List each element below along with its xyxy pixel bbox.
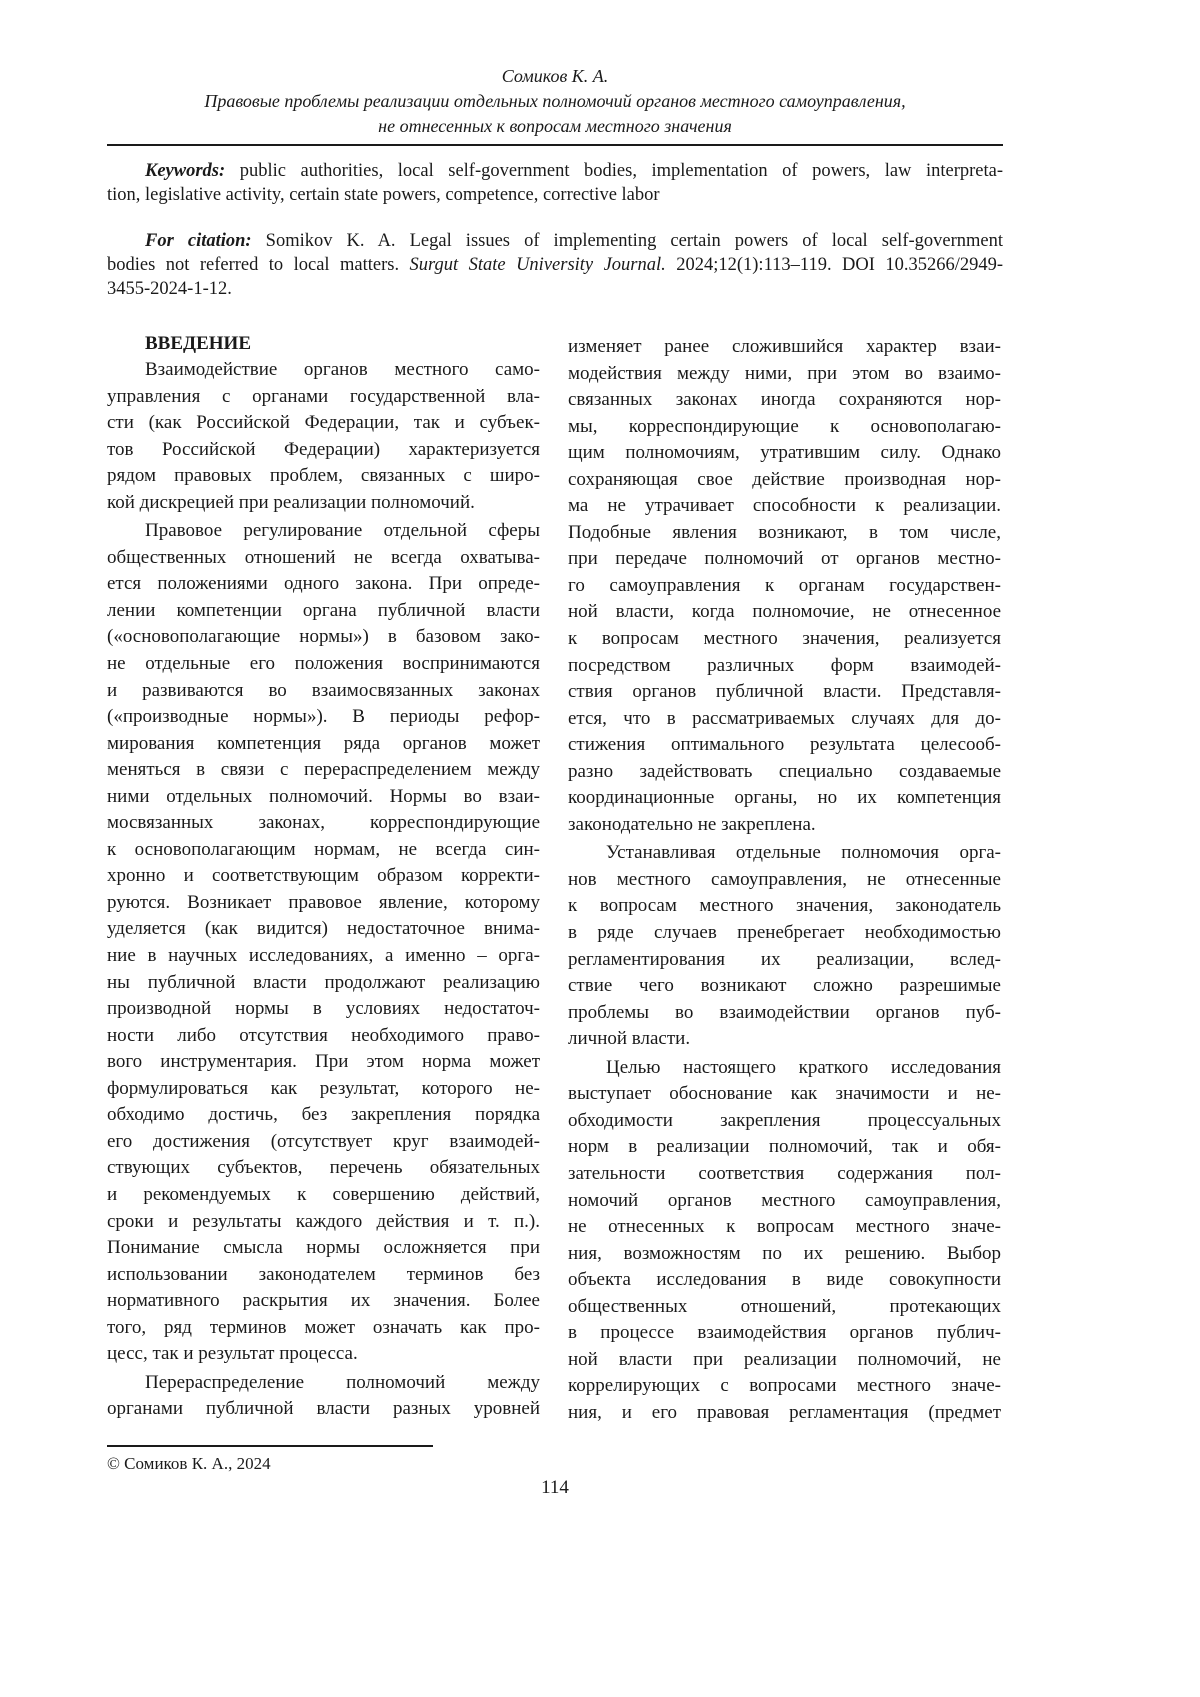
citation-line-3: 3455-2024-1-12. bbox=[107, 277, 1003, 301]
keywords-text-1: public authorities, local self-government bodies, implementation of powers, law interpreta- bbox=[240, 161, 1003, 181]
text-line: законодательно не закреплена. bbox=[568, 812, 1001, 839]
section-heading: ВВЕДЕНИЕ bbox=[107, 333, 540, 355]
text-line: меняться в связи с перераспределением между bbox=[107, 757, 540, 784]
text-line: регламентирования их реализации, вслед- bbox=[568, 947, 1001, 974]
text-line: руются. Возникает правовое явление, которому bbox=[107, 890, 540, 917]
text-line: органами публичной власти разных уровней bbox=[107, 1396, 540, 1423]
citation-line-1 bbox=[107, 229, 1003, 253]
text-line: ется, что в рассматриваемых случаях для до- bbox=[568, 706, 1001, 733]
text-line: обходимо достичь, без закрепления порядка bbox=[107, 1102, 540, 1129]
text-line: ние в научных исследованиях, а именно – орга- bbox=[107, 943, 540, 970]
text-line: сти (как Российской Федерации, так и субъек- bbox=[107, 410, 540, 437]
text-line: ны публичной власти продолжают реализацию bbox=[107, 970, 540, 997]
text-line: и рекомендуемых к совершению действий, bbox=[107, 1182, 540, 1209]
text-line: вого инструментария. При этом норма может bbox=[107, 1049, 540, 1076]
citation bbox=[107, 229, 1003, 301]
text-line: ной власти, когда полномочие, не отнесенное bbox=[568, 599, 1001, 626]
text-line: разно задействовать специально создаваемые bbox=[568, 759, 1001, 786]
text-line: коррелирующих с вопросами местного значе- bbox=[568, 1373, 1001, 1400]
text-line: посредством различных форм взаимодей- bbox=[568, 653, 1001, 680]
text-line: тов Российской Федерации) характеризуется bbox=[107, 437, 540, 464]
copyright-footnote: © Сомиков К. А., 2024 bbox=[107, 1454, 271, 1474]
text-line: ма не утрачивает способности к реализации. bbox=[568, 493, 1001, 520]
text-line: выступает обоснование как значимости и не- bbox=[568, 1081, 1001, 1108]
header-rule bbox=[107, 144, 1003, 146]
text-line: производной нормы в условиях недостаточ- bbox=[107, 996, 540, 1023]
right-column bbox=[568, 334, 1001, 1428]
paragraph bbox=[568, 840, 1001, 1052]
text-line: формулироваться как результат, которого не- bbox=[107, 1076, 540, 1103]
text-line: («производные нормы»). В периоды рефор- bbox=[107, 704, 540, 731]
text-line: мосвязанных законах, корреспондирующие bbox=[107, 810, 540, 837]
left-column bbox=[107, 333, 540, 1425]
text-line: модействия между ними, при этом во взаимо- bbox=[568, 361, 1001, 388]
paragraph bbox=[107, 357, 540, 516]
text-line: номочий органов местного самоуправления, bbox=[568, 1188, 1001, 1215]
citation-journal: Surgut State University Journal. bbox=[410, 255, 666, 275]
text-line: нов местного самоуправления, не отнесенные bbox=[568, 867, 1001, 894]
text-line: ности либо отсутствия необходимого право- bbox=[107, 1023, 540, 1050]
text-line: зательности соответствия содержания пол- bbox=[568, 1161, 1001, 1188]
text-line: ствия органов публичной власти. Представля- bbox=[568, 679, 1001, 706]
text-line: координационные органы, но их компетенция bbox=[568, 785, 1001, 812]
text-line: уделяется (как видится) недостаточное внима- bbox=[107, 916, 540, 943]
page-number: 114 bbox=[0, 1477, 1110, 1499]
text-line: щим полномочиям, утратившим силу. Однако bbox=[568, 440, 1001, 467]
text-line: и развиваются во взаимосвязанных законах bbox=[107, 678, 540, 705]
text-line: общественных отношений не всегда охватыва- bbox=[107, 545, 540, 572]
keywords-line-1 bbox=[107, 159, 1003, 183]
text-line: в процессе взаимодействия органов публич- bbox=[568, 1320, 1001, 1347]
text-line: ется положениями одного закона. При опреде- bbox=[107, 571, 540, 598]
citation-text-1: Somikov K. A. Legal issues of implementing certain powers of local self-government bbox=[266, 231, 1003, 251]
text-line: связанных законах иногда сохраняются нор- bbox=[568, 387, 1001, 414]
text-line: ния, и его правовая регламентация (предмет bbox=[568, 1400, 1001, 1427]
text-line: («основополагающие нормы») в базовом зако- bbox=[107, 624, 540, 651]
text-line: сроки и результаты каждого действия и т. п.). bbox=[107, 1209, 540, 1236]
text-line: ствующих субъектов, перечень обязательных bbox=[107, 1155, 540, 1182]
text-line: рядом правовых проблем, связанных с широ- bbox=[107, 463, 540, 490]
footnote-rule bbox=[107, 1445, 433, 1447]
text-line: цесс, так и результат процесса. bbox=[107, 1341, 540, 1368]
text-line: Взаимодействие органов местного само- bbox=[107, 357, 540, 384]
text-line: Перераспределение полномочий между bbox=[107, 1370, 540, 1397]
text-line: мы, корреспондирующие к основополагаю- bbox=[568, 414, 1001, 441]
citation-text-2a: bodies not referred to local matters. bbox=[107, 255, 399, 275]
text-line: нормативного раскрытия их значения. Более bbox=[107, 1288, 540, 1315]
running-header-title-line-2: не отнесенных к вопросам местного значения bbox=[107, 114, 1003, 139]
text-line: Целью настоящего краткого исследования bbox=[568, 1055, 1001, 1082]
text-line: ствие чего возникают сложно разрешимые bbox=[568, 973, 1001, 1000]
citation-label: For citation: bbox=[145, 231, 252, 251]
text-line: обходимости закрепления процессуальных bbox=[568, 1108, 1001, 1135]
keywords-line-2: tion, legislative activity, certain state powers, competence, corrective labor bbox=[107, 183, 1003, 207]
text-line: личной власти. bbox=[568, 1026, 1001, 1053]
citation-text-2b: 2024;12(1):113–119. DOI 10.35266/2949- bbox=[676, 255, 1003, 275]
text-line: лении компетенции органа публичной власти bbox=[107, 598, 540, 625]
text-line: Устанавливая отдельные полномочия орга- bbox=[568, 840, 1001, 867]
text-line: проблемы во взаимодействии органов пуб- bbox=[568, 1000, 1001, 1027]
text-line: кой дискрецией при реализации полномочий. bbox=[107, 490, 540, 517]
paragraph bbox=[107, 518, 540, 1368]
paragraph bbox=[107, 1370, 540, 1423]
text-line: Подобные явления возникают, в том числе, bbox=[568, 520, 1001, 547]
text-line: к основополагающим нормам, не всегда син- bbox=[107, 837, 540, 864]
text-line: управления с органами государственной вла- bbox=[107, 384, 540, 411]
text-line: ной власти при реализации полномочий, не bbox=[568, 1347, 1001, 1374]
text-line: ния, возможностям по их решению. Выбор bbox=[568, 1241, 1001, 1268]
text-line: Понимание смысла нормы осложняется при bbox=[107, 1235, 540, 1262]
running-header-author: Сомиков К. А. bbox=[107, 64, 1003, 89]
citation-line-2 bbox=[107, 253, 1003, 277]
text-line: к вопросам местного значения, законодатель bbox=[568, 893, 1001, 920]
paragraph bbox=[568, 1055, 1001, 1427]
text-line: при передаче полномочий от органов местно- bbox=[568, 546, 1001, 573]
text-line: его достижения (отсутствует круг взаимодей- bbox=[107, 1129, 540, 1156]
text-line: к вопросам местного значения, реализуется bbox=[568, 626, 1001, 653]
keywords-label: Keywords: bbox=[145, 161, 225, 181]
text-line: изменяет ранее сложившийся характер взаи- bbox=[568, 334, 1001, 361]
text-line: го самоуправления к органам государствен- bbox=[568, 573, 1001, 600]
text-line: общественных отношений, протекающих bbox=[568, 1294, 1001, 1321]
text-line: объекта исследования в виде совокупности bbox=[568, 1267, 1001, 1294]
text-line: стижения оптимального результата целесооб- bbox=[568, 732, 1001, 759]
text-line: хронно и соответствующим образом корректи- bbox=[107, 863, 540, 890]
paragraph bbox=[568, 334, 1001, 838]
text-line: не отдельные его положения воспринимаются bbox=[107, 651, 540, 678]
text-line: не отнесенных к вопросам местного значе- bbox=[568, 1214, 1001, 1241]
text-line: использовании законодателем терминов без bbox=[107, 1262, 540, 1289]
text-line: норм в реализации полномочий, так и обя- bbox=[568, 1134, 1001, 1161]
text-line: мирования компетенция ряда органов может bbox=[107, 731, 540, 758]
keywords bbox=[107, 159, 1003, 207]
text-line: того, ряд терминов может означать как про- bbox=[107, 1315, 540, 1342]
text-line: ними отдельных полномочий. Нормы во взаи- bbox=[107, 784, 540, 811]
text-line: Правовое регулирование отдельной сферы bbox=[107, 518, 540, 545]
text-line: сохраняющая свое действие производная нор- bbox=[568, 467, 1001, 494]
running-header-title-line-1: Правовые проблемы реализации отдельных полномочий органов местного самоуправления, bbox=[107, 89, 1003, 114]
text-line: в ряде случаев пренебрегает необходимостью bbox=[568, 920, 1001, 947]
